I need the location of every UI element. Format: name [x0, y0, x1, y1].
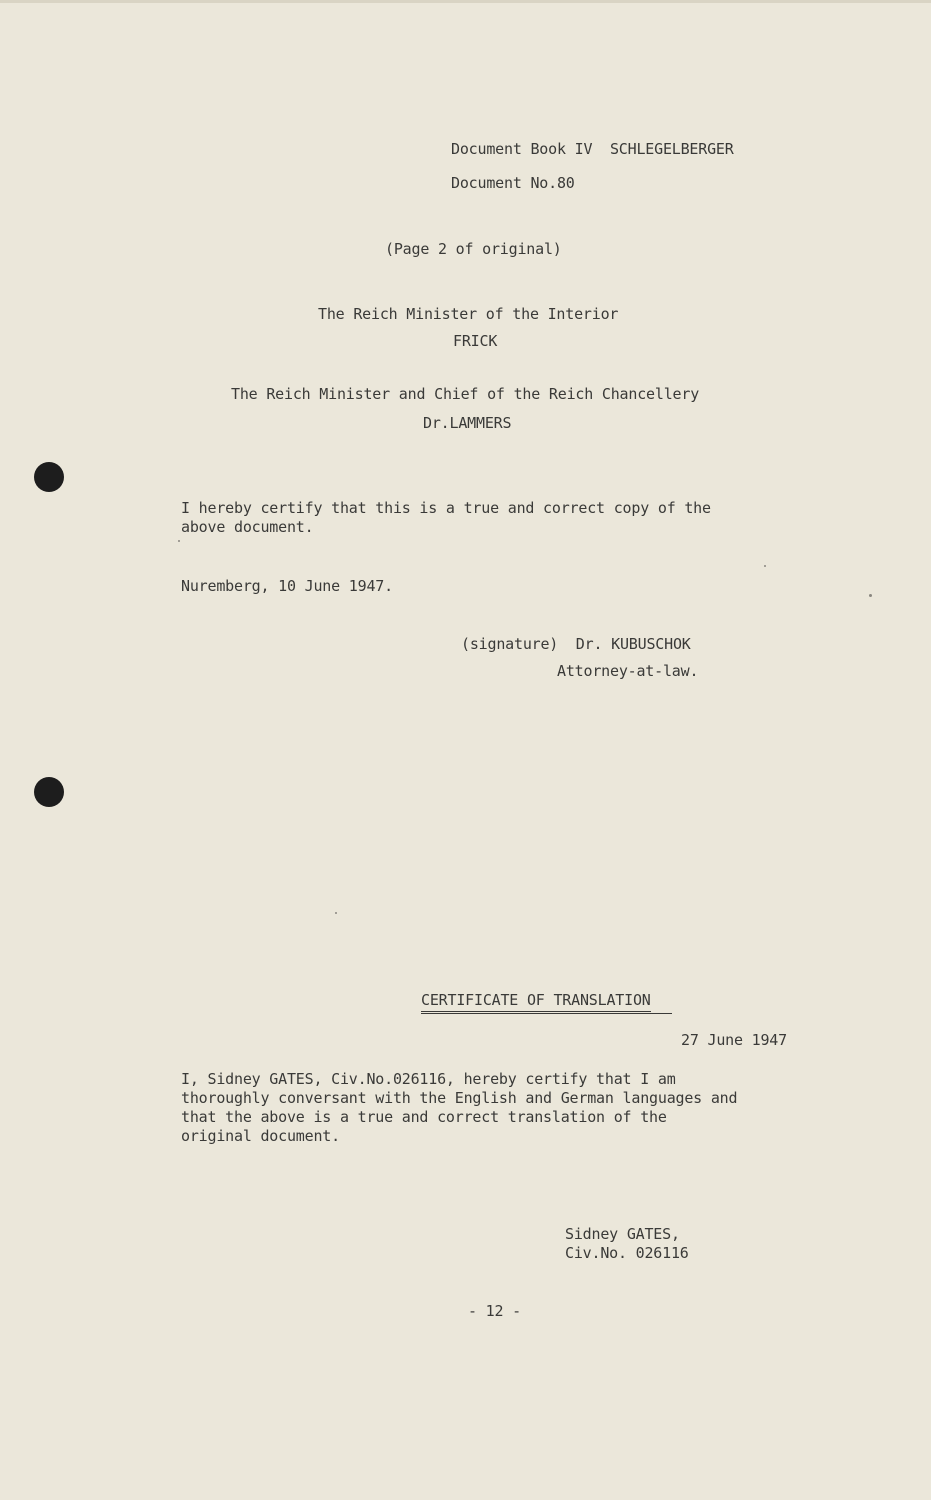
paper-speck [869, 594, 872, 597]
paper-speck [178, 540, 180, 542]
chancellery-chief-name: Dr.LAMMERS [423, 414, 512, 432]
page-top-edge [0, 0, 931, 3]
paper-speck [764, 565, 766, 567]
document-number: Document No.80 [451, 174, 575, 192]
minister-interior-title: The Reich Minister of the Interior [318, 305, 619, 323]
copy-certification-line-2: above document. [181, 518, 314, 536]
translation-date: 27 June 1947 [681, 1031, 787, 1049]
punch-hole-upper [34, 462, 64, 492]
page-of-original-note: (Page 2 of original) [385, 240, 562, 258]
minister-interior-name: FRICK [453, 332, 498, 350]
copy-certification-line-1: I hereby certify that this is a true and correct copy of the [181, 499, 711, 517]
page-number: - 12 - [468, 1302, 521, 1320]
attorney-title: Attorney-at-law. [557, 662, 699, 680]
attorney-signature-line: (signature) Dr. KUBUSCHOK [461, 635, 691, 653]
translation-cert-line-2: thoroughly conversant with the English and German languages and [181, 1089, 738, 1107]
document-book-line: Document Book IV SCHLEGELBERGER [451, 140, 734, 158]
translator-civ-number: Civ.No. 026116 [565, 1244, 689, 1262]
place-and-date: Nuremberg, 10 June 1947. [181, 577, 393, 595]
translation-cert-line-1: I, Sidney GATES, Civ.No.026116, hereby certify that I am [181, 1070, 676, 1088]
punch-hole-lower [34, 777, 64, 807]
translation-certificate-heading: CERTIFICATE OF TRANSLATION [421, 991, 651, 1012]
heading-double-underline [421, 1013, 672, 1014]
translation-cert-line-4: original document. [181, 1127, 340, 1145]
translation-cert-line-3: that the above is a true and correct translation of the [181, 1108, 667, 1126]
translator-name: Sidney GATES, [565, 1225, 680, 1243]
chancellery-chief-title: The Reich Minister and Chief of the Reich Chancellery [231, 385, 700, 403]
paper-speck [335, 912, 337, 914]
